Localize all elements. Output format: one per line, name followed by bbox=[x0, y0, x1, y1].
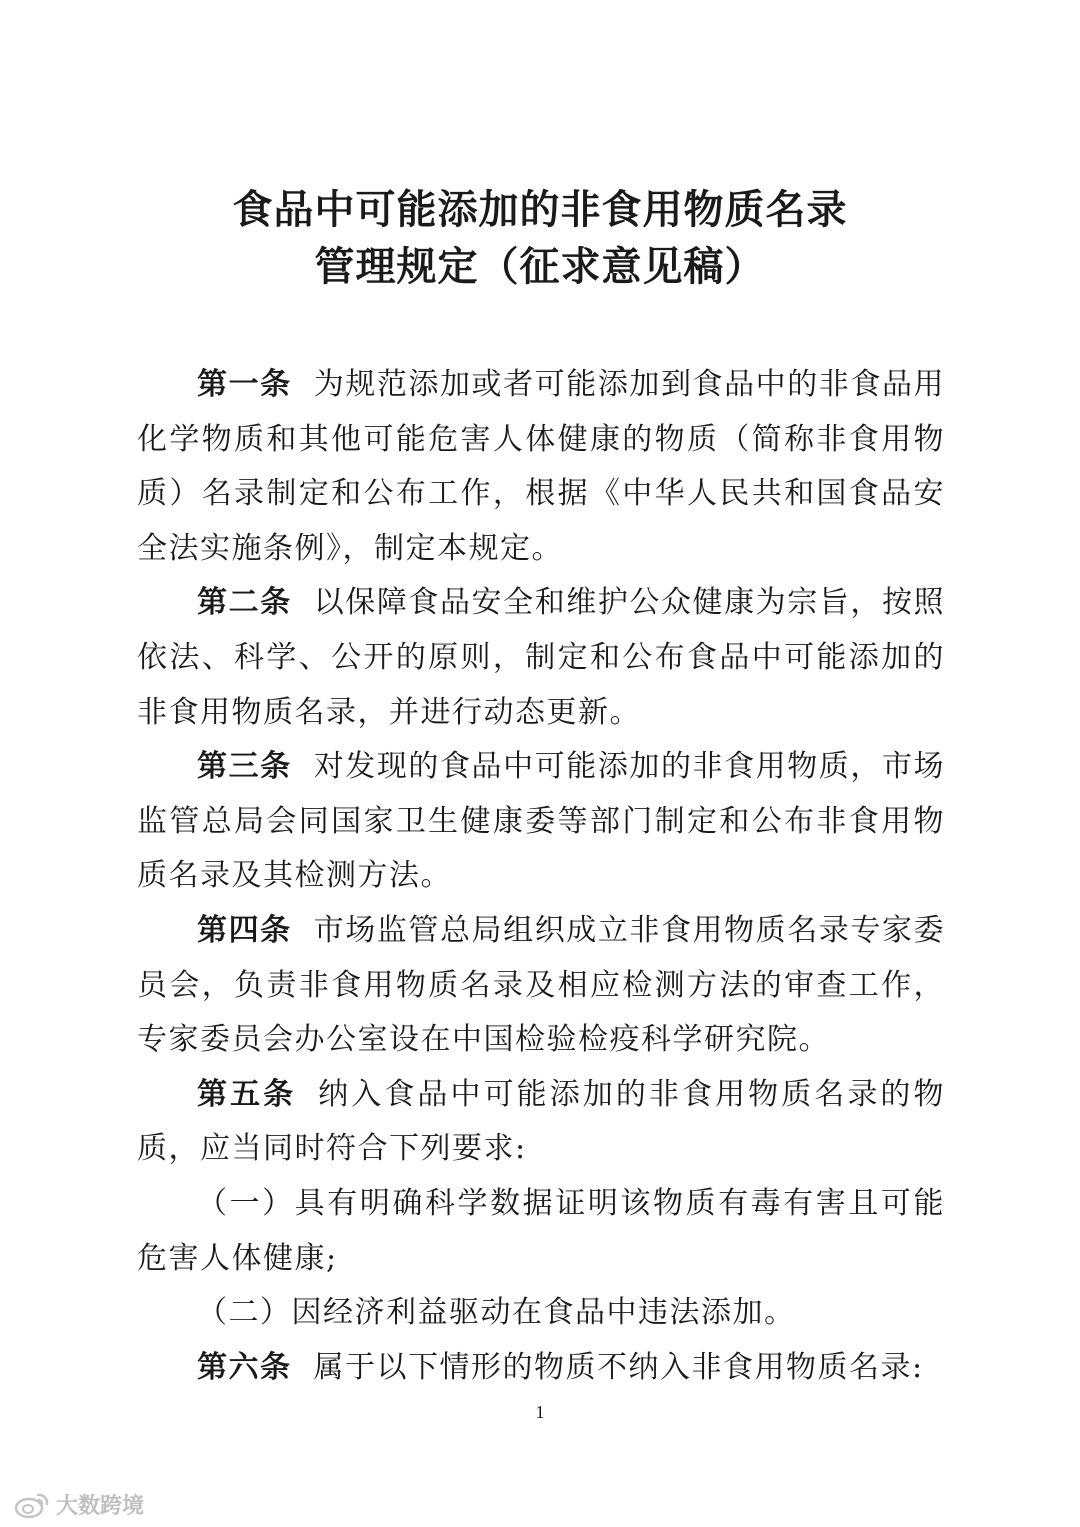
document-body bbox=[137, 358, 945, 1395]
article-5-item-1 bbox=[137, 1177, 945, 1286]
article-text: 市场监管总局组织成立非食用物质名录专家委员会，负责非食用物质名录及相应检测方法的审查工作，专家委员会办公室设在中国检验检疫科学研究院。 bbox=[137, 912, 946, 1058]
document-title-line1: 食品中可能添加的非食用物质名录 bbox=[232, 187, 848, 233]
article-text: 为规范添加或者可能添加到食品中的非食品用化学物质和其他可能危害人体健康的物质（简称非食用物质）名录制定和公布工作，根据《中华人民共和国食品安全法实施条例》，制定本规定。 bbox=[137, 367, 946, 566]
page-number: 1 bbox=[535, 1402, 545, 1422]
article-6 bbox=[137, 1341, 945, 1396]
article-5 bbox=[137, 1068, 945, 1177]
watermark bbox=[14, 1489, 144, 1520]
article-label: 第三条 bbox=[197, 749, 292, 785]
article-label: 第一条 bbox=[197, 367, 292, 402]
article-text: 纳入食品中可能添加的非食用物质名录的物质，应当同时符合下列要求: bbox=[137, 1076, 946, 1167]
article-text: 属于以下情形的物质不纳入非食用物质名录: bbox=[313, 1349, 924, 1385]
article-label: 第四条 bbox=[197, 912, 292, 948]
article-3 bbox=[137, 740, 945, 904]
weibo-logo-icon bbox=[14, 1491, 50, 1519]
document-title-line2: 管理规定（征求意见稿） bbox=[314, 244, 766, 290]
article-2 bbox=[137, 576, 945, 740]
list-item-text: （二）因经济利益驱动在食品中违法添加。 bbox=[197, 1295, 796, 1331]
article-text: 对发现的食品中可能添加的非食用物质，市场监管总局会同国家卫生健康委等部门制定和公布非食用物质名录及其检测方法。 bbox=[137, 749, 946, 894]
article-label: 第二条 bbox=[197, 585, 292, 621]
watermark-text: 大数跨境 bbox=[56, 1494, 145, 1519]
article-label: 第六条 bbox=[197, 1349, 292, 1385]
article-5-item-2 bbox=[137, 1286, 945, 1341]
article-1 bbox=[137, 358, 945, 576]
list-item-text: （一）具有明确科学数据证明该物质有毒有害且可能危害人体健康; bbox=[137, 1185, 945, 1276]
article-4 bbox=[137, 904, 945, 1068]
article-label: 第五条 bbox=[197, 1076, 297, 1112]
article-text: 以保障食品安全和维护公众健康为宗旨，按照依法、科学、公开的原则，制定和公布食品中可能添加的非食用物质名录，并进行动态更新。 bbox=[137, 585, 946, 730]
